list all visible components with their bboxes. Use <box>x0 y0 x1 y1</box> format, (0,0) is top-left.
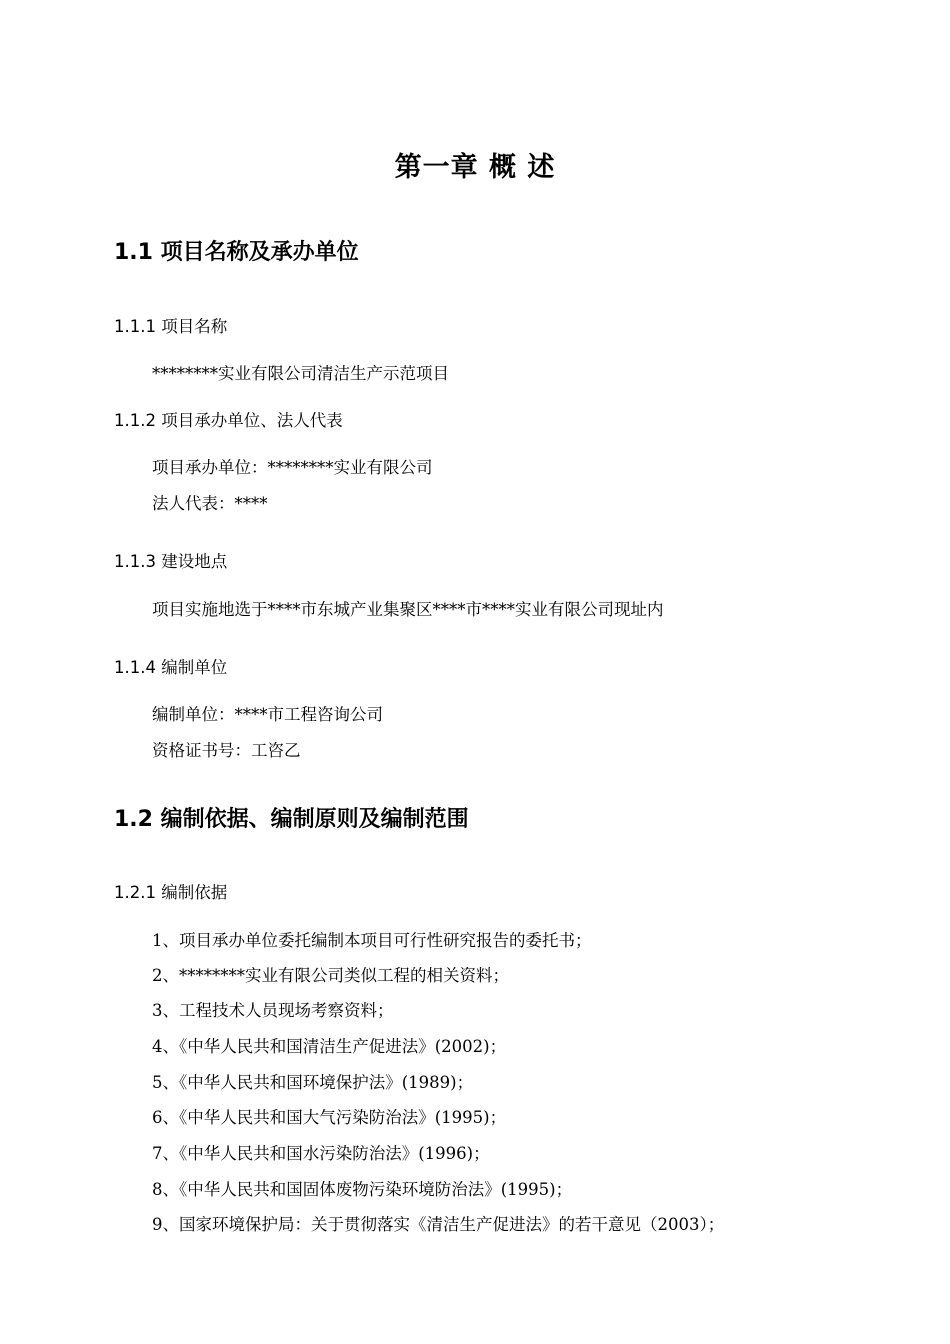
basis-item-3: 3、工程技术人员现场考察资料； <box>152 1001 394 1020</box>
sponsor-unit-text: 项目承办单位：********实业有限公司 <box>152 458 433 477</box>
basis-item-9: 9、国家环境保护局：关于贯彻落实《清洁生产促进法》的若干意见（2003）； <box>152 1215 725 1234</box>
basis-item-2: 2、********实业有限公司类似工程的相关资料； <box>152 966 509 985</box>
basis-item-1: 1、项目承办单位委托编制本项目可行性研究报告的委托书； <box>152 931 592 950</box>
chapter-title: 第一章 概 述 <box>394 152 556 183</box>
basis-item-7: 7、《中华人民共和国水污染防治法》(1996)； <box>152 1144 490 1163</box>
section-1-1-1-heading: 1.1.1 项目名称 <box>114 317 228 336</box>
basis-item-5: 5、《中华人民共和国环境保护法》(1989)； <box>152 1073 474 1092</box>
project-name-text: ********实业有限公司清洁生产示范项目 <box>152 364 449 383</box>
section-1-2-1-heading: 1.2.1 编制依据 <box>114 883 228 902</box>
basis-item-6: 6、《中华人民共和国大气污染防治法》(1995)； <box>152 1108 507 1127</box>
certificate-text: 资格证书号：工咨乙 <box>152 741 301 760</box>
legal-rep-text: 法人代表：**** <box>152 494 268 513</box>
section-1-1-3-heading: 1.1.3 建设地点 <box>114 552 228 571</box>
location-text: 项目实施地选于****市东城产业集聚区****市****实业有限公司现址内 <box>152 600 664 619</box>
basis-item-8: 8、《中华人民共和国固体废物污染环境防治法》(1995)； <box>152 1180 573 1199</box>
section-1-1-2-heading: 1.1.2 项目承办单位、法人代表 <box>114 411 343 430</box>
section-1-1-4-heading: 1.1.4 编制单位 <box>114 658 228 677</box>
section-1-1-heading: 1.1 项目名称及承办单位 <box>114 240 359 265</box>
basis-item-4: 4、《中华人民共和国清洁生产促进法》(2002)； <box>152 1037 507 1056</box>
compiler-unit-text: 编制单位：****市工程咨询公司 <box>152 705 383 724</box>
section-1-2-heading: 1.2 编制依据、编制原则及编制范围 <box>114 807 469 832</box>
